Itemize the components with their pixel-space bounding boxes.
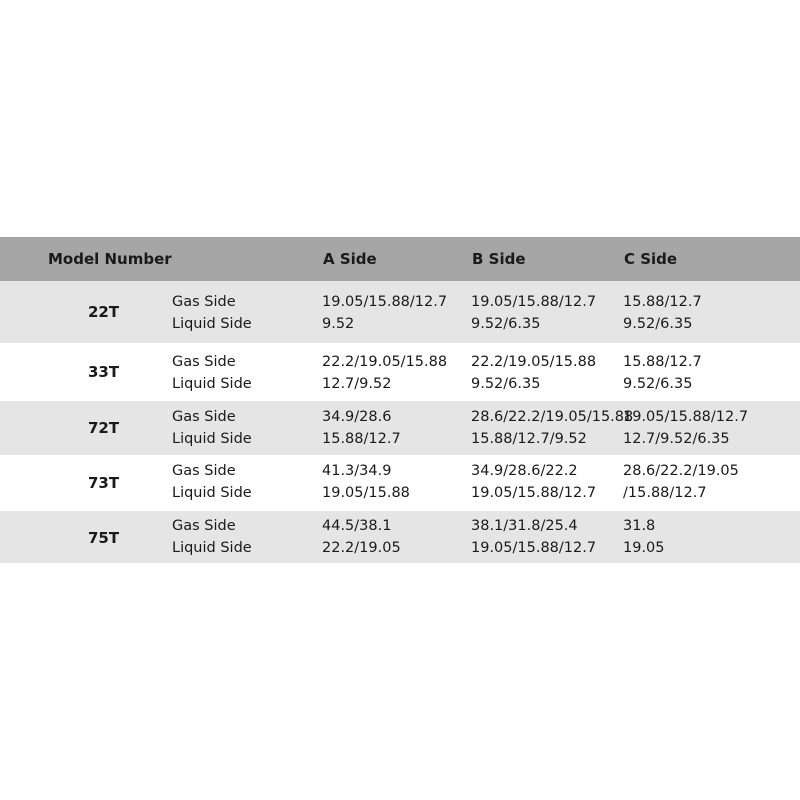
liquid-side-label: Liquid Side	[172, 485, 252, 501]
header-a-side: A Side	[323, 250, 377, 268]
c-side-cell	[623, 460, 739, 504]
b-gas-value: 38.1/31.8/25.4	[471, 518, 578, 534]
a-gas-value: 22.2/19.05/15.88	[322, 354, 448, 370]
a-gas-value: 19.05/15.88/12.7	[322, 294, 448, 310]
side-labels	[172, 460, 252, 504]
table-row	[0, 455, 800, 511]
b-liquid-value: 19.05/15.88/12.7	[471, 540, 597, 556]
b-side-cell	[471, 515, 596, 559]
header-c-side: C Side	[624, 250, 678, 268]
b-gas-value: 34.9/28.6/22.2	[471, 463, 578, 479]
b-side-cell	[471, 406, 633, 450]
b-side-cell	[471, 291, 596, 335]
a-side-cell	[322, 351, 447, 395]
c-side-cell	[623, 351, 702, 395]
table-row	[0, 511, 800, 563]
a-liquid-value: 9.52	[322, 316, 355, 332]
liquid-side-label: Liquid Side	[172, 376, 252, 392]
model-number: 75T	[88, 529, 120, 547]
gas-side-label: Gas Side	[172, 294, 236, 310]
c-side-cell	[623, 515, 665, 559]
liquid-side-label: Liquid Side	[172, 316, 252, 332]
c-liquid-value: 9.52/6.35	[623, 376, 693, 392]
gas-side-label: Gas Side	[172, 354, 236, 370]
b-liquid-value: 9.52/6.35	[471, 316, 541, 332]
c-side-cell	[623, 406, 748, 450]
c-gas-value: 31.8	[623, 518, 656, 534]
side-labels	[172, 351, 252, 395]
a-liquid-value: 15.88/12.7	[322, 431, 401, 447]
b-liquid-value: 19.05/15.88/12.7	[471, 485, 597, 501]
a-gas-value: 34.9/28.6	[322, 409, 392, 425]
gas-side-label: Gas Side	[172, 518, 236, 534]
a-liquid-value: 12.7/9.52	[322, 376, 392, 392]
table-row	[0, 281, 800, 343]
table-header	[0, 237, 800, 281]
b-liquid-value: 9.52/6.35	[471, 376, 541, 392]
c-liquid-value: 19.05	[623, 540, 665, 556]
a-liquid-value: 19.05/15.88	[322, 485, 410, 501]
side-labels	[172, 291, 252, 335]
b-side-cell	[471, 460, 596, 504]
pipe-size-table	[0, 237, 800, 563]
a-gas-value: 44.5/38.1	[322, 518, 392, 534]
gas-side-label: Gas Side	[172, 409, 236, 425]
c-gas-value: 28.6/22.2/19.05	[623, 463, 739, 479]
b-gas-value: 19.05/15.88/12.7	[471, 294, 597, 310]
c-gas-value: 15.88/12.7	[623, 294, 702, 310]
table-row	[0, 401, 800, 455]
side-labels	[172, 406, 252, 450]
model-number: 73T	[88, 474, 120, 492]
c-side-cell	[623, 291, 702, 335]
model-number: 22T	[88, 303, 120, 321]
c-gas-value: 19.05/15.88/12.7	[623, 409, 749, 425]
c-gas-value: 15.88/12.7	[623, 354, 702, 370]
header-b-side: B Side	[472, 250, 526, 268]
header-model-number: Model Number	[48, 250, 172, 268]
side-labels	[172, 515, 252, 559]
model-number: 72T	[88, 419, 120, 437]
c-liquid-value: 9.52/6.35	[623, 316, 693, 332]
b-gas-value: 22.2/19.05/15.88	[471, 354, 597, 370]
b-side-cell	[471, 351, 596, 395]
b-liquid-value: 15.88/12.7/9.52	[471, 431, 587, 447]
c-liquid-value: /15.88/12.7	[623, 485, 707, 501]
liquid-side-label: Liquid Side	[172, 540, 252, 556]
a-side-cell	[322, 406, 401, 450]
a-side-cell	[322, 291, 447, 335]
a-side-cell	[322, 460, 410, 504]
a-gas-value: 41.3/34.9	[322, 463, 392, 479]
liquid-side-label: Liquid Side	[172, 431, 252, 447]
gas-side-label: Gas Side	[172, 463, 236, 479]
c-liquid-value: 12.7/9.52/6.35	[623, 431, 730, 447]
model-number: 33T	[88, 363, 120, 381]
a-side-cell	[322, 515, 401, 559]
table-row	[0, 343, 800, 401]
a-liquid-value: 22.2/19.05	[322, 540, 401, 556]
b-gas-value: 28.6/22.2/19.05/15.88	[471, 409, 634, 425]
